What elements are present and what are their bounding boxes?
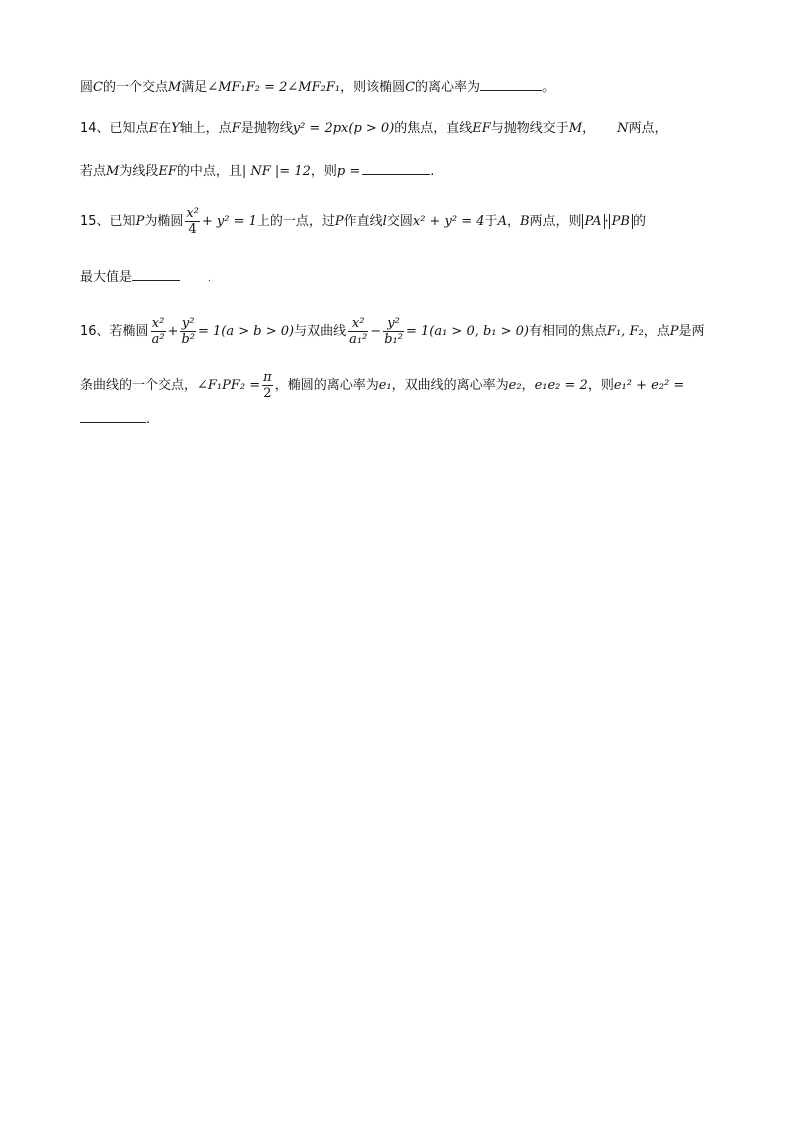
q15-line-2 [80,268,211,288]
q16-text: ，双曲线的离心率为 [391,378,509,393]
q15-line-1 [80,206,646,237]
q13-text: 满足 [181,80,208,95]
q16-hyperbola-frac-2 [383,316,404,347]
q14-nf-length: | NF |= 12 [241,164,311,179]
q14-end-punct: . [430,164,435,179]
q16-text: 与双曲线 [294,324,347,339]
q15-text: 最大值是 [80,270,133,285]
q14-text: 的焦点，直线 [394,121,473,136]
q13-var-m: M [167,80,182,95]
q15-var-a: A [497,214,507,229]
q15-var-p: P [135,214,145,229]
q16-frac-denominator: b² [181,332,195,347]
q13-text: 的离心率为 [415,80,481,95]
q16-text: ，点 [643,324,670,339]
q14-text: ，则 [310,164,337,179]
q16-number: 16 [80,324,97,339]
q14-number: 14 [80,121,97,136]
q14-segment-ef: EF [158,164,177,179]
q13-text: 圆 [80,80,94,95]
q16-text: ， [521,378,535,393]
q16-frac-denominator: a² [151,332,165,347]
q14-p-equals: p = [336,164,361,179]
q15-answer-blank[interactable] [132,268,180,281]
q16-pi-over-two [262,370,273,401]
q16-plus: + [167,324,179,339]
q15-ellipse-fraction [185,206,200,237]
q16-answer-blank[interactable] [80,410,146,423]
q15-circle-equation: x² + y² = 4 [412,214,485,229]
q16-sum-squares: e₁² + e₂² = [613,378,685,393]
q14-var-n: N [617,121,629,136]
q15-text: 于 [484,214,498,229]
q14-text: 若点 [80,164,107,179]
q16-ellipse-frac-2 [180,316,196,347]
q16-frac-denominator: 2 [263,386,272,401]
q14-line-ef: EF [472,121,491,136]
q15-text: 为椭圆 [144,214,184,229]
q15-dot: · [604,214,609,229]
q15-text: 作直线 [343,214,383,229]
q15-text: 交圆 [386,214,413,229]
q15-abs-pa: PA [582,214,605,229]
q15-text: 的 [632,214,646,229]
q16-ellipse-frac-1 [151,316,166,347]
q15-end-punct: . [208,274,211,284]
q13-answer-blank[interactable] [480,78,542,91]
q16-minus: − [370,324,382,339]
q14-text: 两点， [628,121,668,136]
q14-line-2 [80,162,434,181]
q16-end-punct: . [146,412,151,427]
q15-ellipse-tail: + y² = 1 [201,214,257,229]
q14-text: 、已知点 [96,121,149,136]
q16-line-3 [80,410,150,429]
q16-hyperbola-tail: = 1(a₁ > 0, b₁ > 0) [405,324,530,339]
q16-text: ，椭圆的离心率为 [274,378,379,393]
q14-var-f: F [231,121,241,136]
q15-var-p: P [334,214,344,229]
q15-text: 两点，则 [529,214,582,229]
q16-frac-numerator: y² [383,316,404,332]
q16-text: 、若椭圆 [96,324,149,339]
q13-var-c: C [93,80,103,95]
q16-var-e2: e₂ [508,378,522,393]
q14-text: 为线段 [119,164,159,179]
q16-ellipse-tail: = 1(a > b > 0) [197,324,295,339]
q15-frac-denominator: 4 [188,222,197,237]
q16-text: 是两 [678,324,705,339]
q16-line-1 [80,316,705,347]
q16-frac-numerator: x² [151,316,165,331]
q14-text: 的中点，且 [176,164,242,179]
q15-text: 上的一点，过 [256,214,335,229]
q15-var-l: l [382,214,387,229]
q16-angle: ∠F₁PF₂ = [197,378,261,393]
q14-text: 与抛物线交于 [490,121,569,136]
q15-text: 、已知 [96,214,136,229]
q14-line-1 [80,120,668,138]
q13-end-punct: 。 [542,80,556,95]
q14-var-e: E [148,121,159,136]
q14-text: 在 [158,121,172,136]
q14-var-m: M [106,164,120,179]
q15-number: 15 [80,214,97,229]
q16-frac-numerator: y² [181,316,195,331]
q16-var-e1: e₁ [378,378,392,393]
q14-text: ， [582,121,596,136]
q14-answer-blank[interactable] [362,162,430,175]
q15-var-b: B [519,214,530,229]
q16-line-2 [80,370,684,401]
q13-var-c: C [405,80,416,95]
q16-frac-denominator: b₁² [384,332,403,347]
q13-text: ，则该椭圆 [340,80,406,95]
q14-parabola-equation: y² = 2px(p > 0) [292,121,395,136]
q13-text: 的一个交点 [102,80,168,95]
q16-frac-numerator: π [263,370,272,385]
q16-frac-denominator: a₁² [349,332,368,347]
q14-text: 是抛物线 [240,121,293,136]
q16-foci: F₁, F₂ [607,324,644,339]
q14-var-y: Y [171,121,180,136]
q14-var-m: M [568,121,583,136]
q16-product: e₁e₂ = 2 [534,378,588,393]
q16-text: 有相同的焦点 [529,324,608,339]
q15-text: ， [506,214,520,229]
q14-text: 轴上，点 [179,121,232,136]
q16-text: ，则 [587,378,614,393]
q15-abs-pb: PB [609,214,633,229]
q16-text: 条曲线的一个交点， [80,378,198,393]
q15-frac-numerator: x² [186,206,199,221]
q13-tail-line [80,78,555,97]
q13-angle-condition: ∠MF₁F₂ = 2∠MF₂F₁ [207,80,341,95]
q16-hyperbola-frac-1 [348,316,368,347]
q16-var-p: P [669,324,679,339]
q16-frac-numerator: x² [348,316,368,332]
